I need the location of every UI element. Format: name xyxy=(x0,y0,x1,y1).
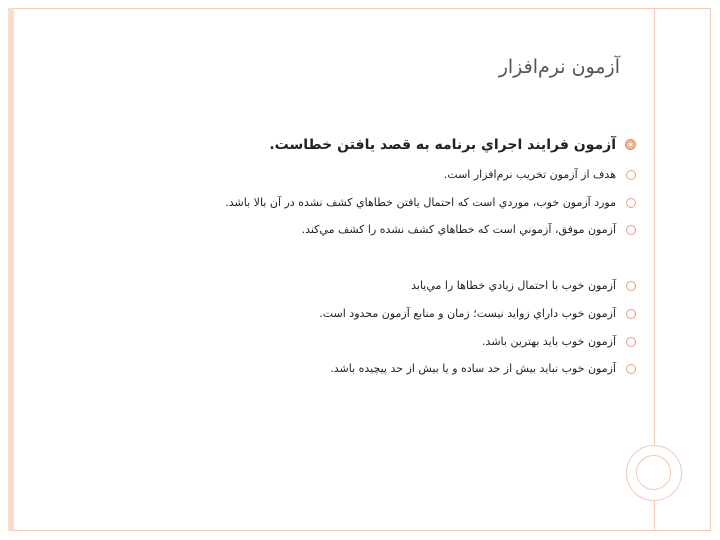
left-decor-band xyxy=(8,8,14,531)
bullet-circle-icon xyxy=(626,225,636,235)
decorative-circle xyxy=(626,445,682,501)
bullet-item-4 xyxy=(302,223,616,236)
bullet-item-7 xyxy=(482,335,616,348)
bullet-circle-icon xyxy=(626,198,636,208)
bullet-circle-icon xyxy=(626,309,636,319)
bullet-text: آزمون فرايند اجراي برنامه به قصد يافتن خطاست. xyxy=(269,137,616,153)
bullet-item-3 xyxy=(225,196,616,209)
bullet-text: آزمون خوب داراي زوايد نيست؛ زمان و منابع آزمون محدود است. xyxy=(319,307,616,320)
bullet-circle-icon xyxy=(626,170,636,180)
bullet-circle-icon xyxy=(626,281,636,291)
bullet-circle-icon xyxy=(626,364,636,374)
slide-title: آزمون نرم‌افزار xyxy=(498,56,620,78)
bullet-item-5 xyxy=(411,279,616,292)
bullet-circle-icon xyxy=(626,337,636,347)
decorative-circle-inner xyxy=(636,455,671,490)
bullet-item-8 xyxy=(330,362,616,375)
bullet-text: مورد آزمون خوب، موردي است که احتمال يافتن خطاهاي کشف نشده در آن بالا باشد. xyxy=(225,196,616,209)
slide-frame xyxy=(8,8,711,531)
bullet-text: آزمون خوب با احتمال زيادي خطاها را مي‌يابد xyxy=(411,279,616,292)
bullet-text: آزمون خوب نبايد بيش از حد ساده و يا بيش از حد پيچيده باشد. xyxy=(330,362,616,375)
bullet-item-6 xyxy=(319,307,616,320)
bullet-text: هدف از آزمون تخريب نرم‌افزار است. xyxy=(443,168,616,181)
bullet-text: آزمون موفق، آزموني است که خطاهاي کشف نشده را کشف مي‌کند. xyxy=(301,223,616,236)
bullet-item-2 xyxy=(444,168,616,181)
bullet-text: آزمون خوب بايد بهترين باشد. xyxy=(482,335,616,348)
bullet-circle-icon xyxy=(625,139,636,150)
bullet-item-1 xyxy=(269,137,616,153)
